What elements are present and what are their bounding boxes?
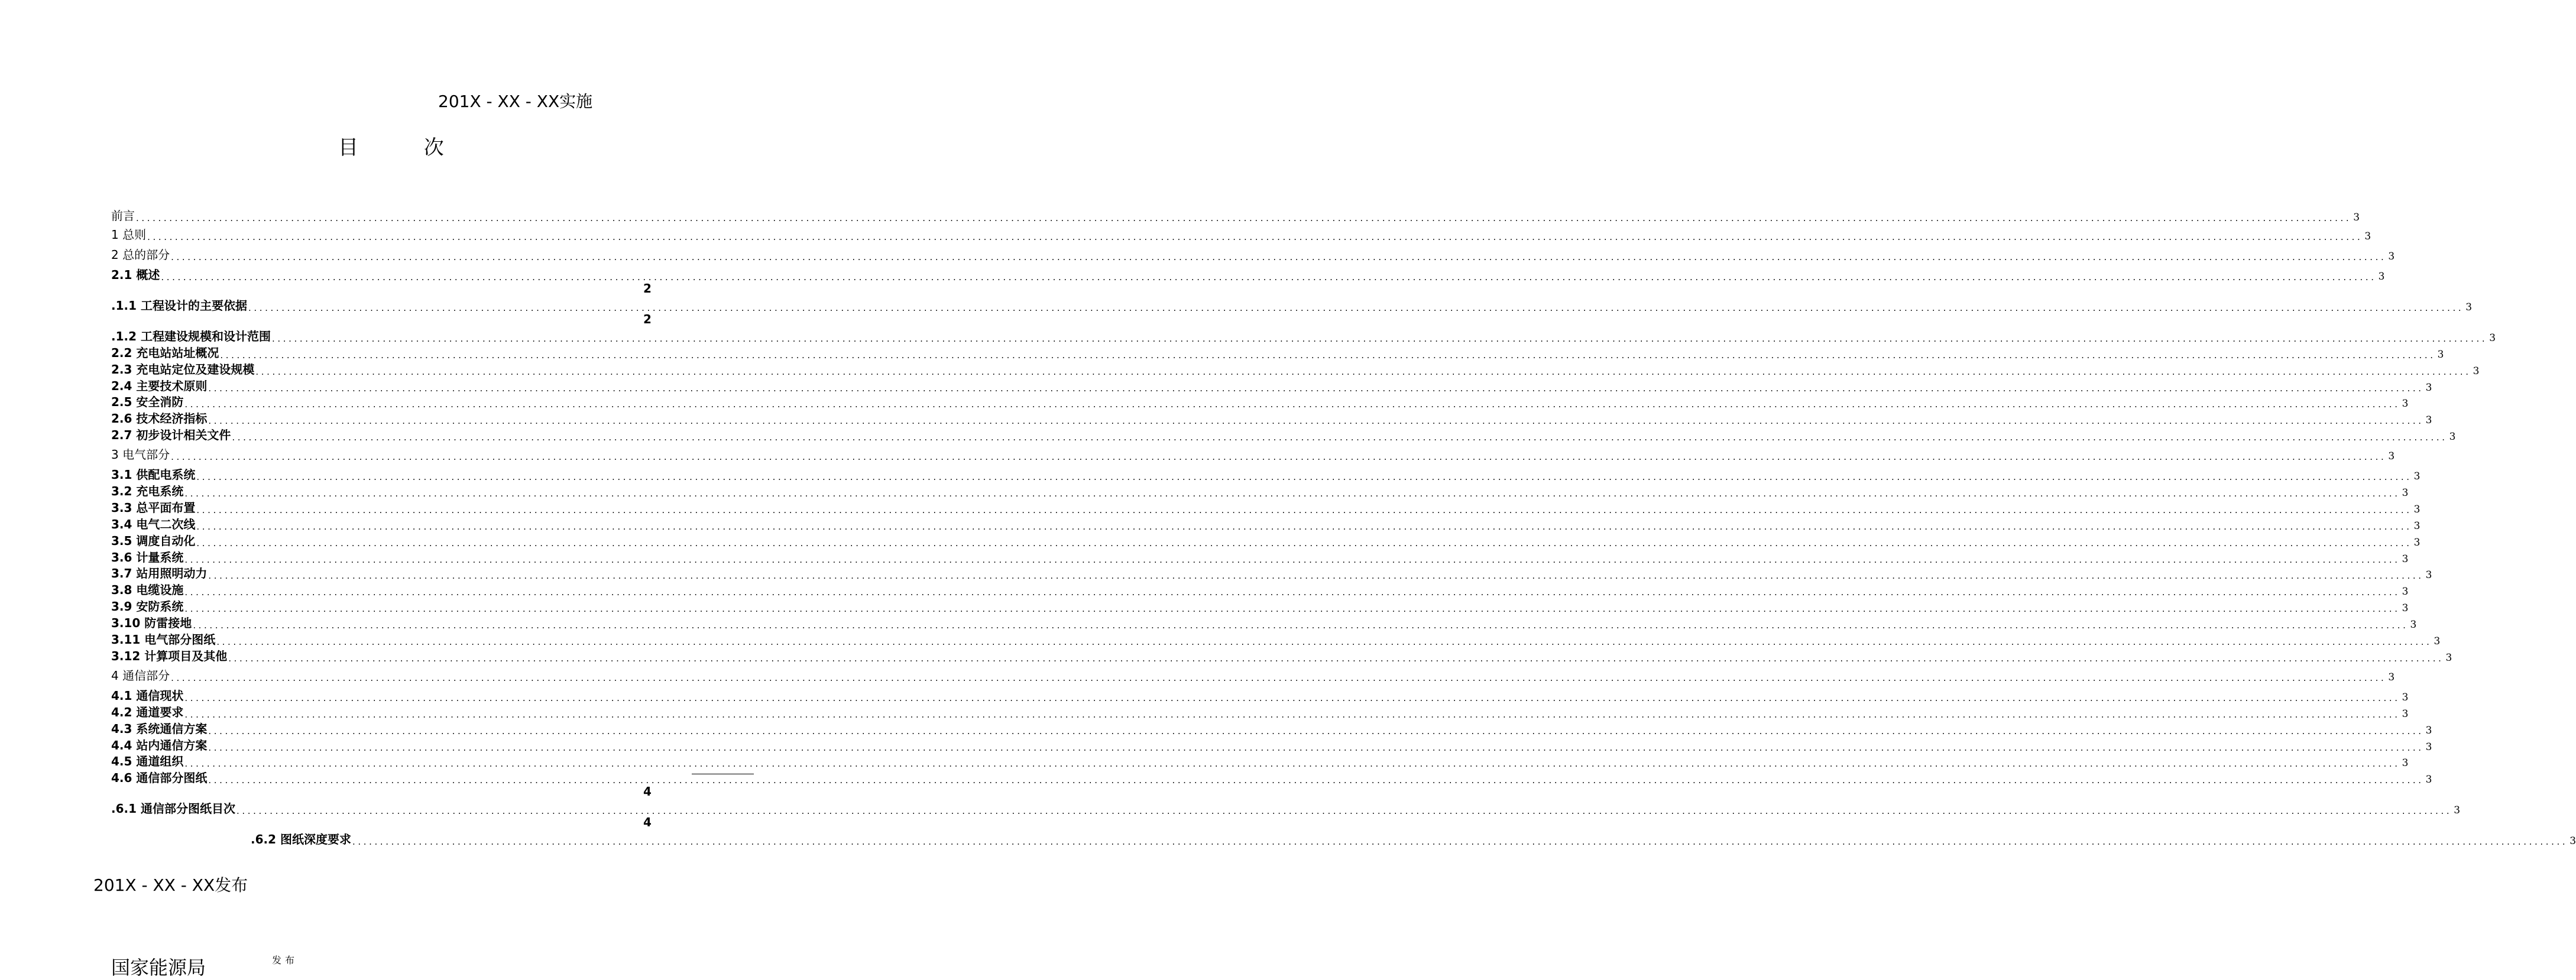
toc-entry-page: 3 — [2410, 619, 2417, 631]
toc-entry-page: 3 — [2413, 537, 2421, 549]
toc-entry[interactable] — [111, 500, 2421, 515]
toc-entry-page: 3 — [2465, 301, 2473, 313]
toc-entry-label: 3.6 计量系统 — [111, 550, 184, 564]
toc-entry[interactable] — [111, 688, 2409, 703]
toc-entry[interactable] — [111, 615, 2417, 631]
toc-entry-page: 3 — [2378, 271, 2385, 283]
toc-leader-dots: ................................................................................................................................................................................................................................................................................................................................................................................................................ — [208, 416, 2424, 426]
publish-date: 201X - XX - XX发布 — [93, 875, 248, 895]
toc-leader-dots: ................................................................................................................................................................................................................................................................................................................................................................................................................ — [184, 758, 2400, 769]
toc-entry-label: 4.1 通信现状 — [111, 689, 184, 703]
toc-leader-dots: ................................................................................................................................................................................................................................................................................................................................................................................................................ — [272, 333, 2488, 344]
toc-entry[interactable] — [111, 483, 2409, 499]
toc-title: 目 次 — [338, 136, 474, 160]
toc-number-prefix: 2 — [643, 281, 652, 296]
toc-entry-label: 2.3 充电站定位及建设规模 — [111, 362, 255, 377]
toc-entry[interactable] — [111, 298, 2473, 313]
toc-entry[interactable] — [111, 599, 2409, 614]
toc-entry-label: 3.5 调度自动化 — [111, 534, 196, 548]
toc-entry[interactable] — [111, 427, 2456, 443]
toc-leader-dots: ................................................................................................................................................................................................................................................................................................................................................................................................................ — [196, 538, 2412, 549]
toc-entry-label: 4.5 通道组织 — [111, 754, 184, 768]
toc-leader-dots: ................................................................................................................................................................................................................................................................................................................................................................................................................ — [184, 709, 2400, 720]
toc-entry-label: 2.2 充电站站址概况 — [111, 346, 219, 360]
toc-entry-page: 3 — [2569, 835, 2576, 847]
implementation-date: 201X - XX - XX实施 — [438, 92, 593, 111]
toc-leader-dots: ................................................................................................................................................................................................................................................................................................................................................................................................................ — [171, 673, 2387, 683]
toc-entry-page: 3 — [2388, 251, 2395, 262]
toc-entry-page: 3 — [2402, 487, 2409, 499]
toc-entry[interactable] — [111, 705, 2409, 720]
toc-entry-page: 3 — [2402, 553, 2409, 565]
toc-entry[interactable] — [111, 738, 2432, 753]
toc-entry-label: 3 电气部分 — [111, 447, 170, 462]
toc-entry[interactable] — [111, 632, 2441, 647]
toc-leader-dots: ................................................................................................................................................................................................................................................................................................................................................................................................................ — [220, 350, 2436, 361]
toc-entry[interactable] — [111, 754, 2409, 769]
toc-entry-label: 3.1 供配电系统 — [111, 468, 196, 482]
toc-leader-dots: ................................................................................................................................................................................................................................................................................................................................................................................................................ — [208, 742, 2424, 753]
toc-entry-label: 1 总则 — [111, 228, 147, 242]
toc-entry-label: 3.2 充电系统 — [111, 484, 184, 498]
toc-entry-label: .6.2 图纸深度要求 — [251, 832, 351, 846]
toc-entry-label: 3.9 安防系统 — [111, 599, 184, 614]
toc-entry-label: 3.3 总平面布置 — [111, 501, 196, 515]
toc-entry[interactable] — [111, 411, 2432, 426]
toc-entry[interactable] — [251, 832, 2576, 847]
toc-leader-dots: ................................................................................................................................................................................................................................................................................................................................................................................................................ — [352, 836, 2568, 847]
toc-entry[interactable] — [111, 770, 2432, 786]
toc-entry-label: 4 通信部分 — [111, 669, 170, 683]
toc-leader-dots: ................................................................................................................................................................................................................................................................................................................................................................................................................ — [216, 637, 2432, 647]
toc-entry-label: 4.3 系统通信方案 — [111, 722, 208, 736]
toc-leader-dots: ................................................................................................................................................................................................................................................................................................................................................................................................................ — [208, 775, 2424, 786]
toc-leader-dots: ................................................................................................................................................................................................................................................................................................................................................................................................................ — [193, 620, 2409, 631]
toc-entry[interactable] — [111, 267, 2385, 283]
toc-leader-dots: ................................................................................................................................................................................................................................................................................................................................................................................................................ — [196, 521, 2412, 532]
toc-leader-dots: ................................................................................................................................................................................................................................................................................................................................................................................................................ — [236, 806, 2452, 816]
toc-entry-page: 3 — [2388, 450, 2395, 462]
toc-entry[interactable] — [111, 582, 2409, 598]
toc-entry[interactable] — [111, 668, 2395, 683]
toc-entry-page: 3 — [2425, 725, 2432, 736]
toc-entry-page: 3 — [2402, 692, 2409, 703]
toc-entry[interactable] — [111, 648, 2452, 664]
toc-entry-page: 3 — [2364, 231, 2371, 242]
toc-entry[interactable] — [111, 227, 2371, 242]
toc-leader-dots: ................................................................................................................................................................................................................................................................................................................................................................................................................ — [171, 252, 2387, 262]
toc-entry-label: 3.10 防雷接地 — [111, 616, 192, 630]
toc-entry[interactable] — [111, 378, 2432, 394]
toc-entry-page: 3 — [2445, 652, 2452, 664]
toc-entry-page: 3 — [2402, 602, 2409, 614]
toc-entry-label: 3.12 计算项目及其他 — [111, 649, 228, 663]
toc-entry-label: 2.5 安全消防 — [111, 395, 184, 409]
toc-entry-label: 4.2 通道要求 — [111, 705, 184, 719]
toc-leader-dots: ................................................................................................................................................................................................................................................................................................................................................................................................................ — [147, 232, 2363, 242]
toc-entry-label: 4.6 通信部分图纸 — [111, 771, 208, 785]
toc-leader-dots: ................................................................................................................................................................................................................................................................................................................................................................................................................ — [184, 554, 2400, 565]
toc-entry[interactable] — [111, 345, 2444, 361]
publish-label: 发布 — [272, 955, 299, 966]
toc-entry-label: 3.11 电气部分图纸 — [111, 632, 216, 647]
toc-entry[interactable] — [111, 247, 2395, 262]
toc-entry-page: 3 — [2413, 470, 2421, 482]
toc-entry[interactable] — [111, 517, 2421, 532]
toc-entry-label: 2.4 主要技术原则 — [111, 379, 208, 393]
toc-leader-dots: ................................................................................................................................................................................................................................................................................................................................................................................................................ — [196, 505, 2412, 515]
toc-entry-page: 3 — [2402, 398, 2409, 410]
toc-entry-label: 2 总的部分 — [111, 248, 170, 262]
toc-entry-page: 3 — [2425, 741, 2432, 753]
toc-leader-dots: ................................................................................................................................................................................................................................................................................................................................................................................................................ — [184, 399, 2400, 410]
toc-entry-page: 3 — [2425, 569, 2432, 581]
toc-entry-label: 3.4 电气二次线 — [111, 517, 196, 531]
toc-entry[interactable] — [111, 362, 2480, 377]
toc-leader-dots: ................................................................................................................................................................................................................................................................................................................................................................................................................ — [171, 452, 2387, 462]
toc-entry[interactable] — [111, 394, 2409, 410]
toc-entry-page: 3 — [2388, 671, 2395, 683]
toc-entry-page: 3 — [2425, 382, 2432, 394]
toc-entry-label: .1.2 工程建设规模和设计范围 — [111, 329, 271, 343]
toc-entry-label: 2.1 概述 — [111, 268, 160, 282]
toc-entry[interactable] — [111, 467, 2421, 482]
toc-entry-page: 3 — [2489, 332, 2496, 344]
toc-entry[interactable] — [111, 721, 2432, 736]
toc-leader-dots: ................................................................................................................................................................................................................................................................................................................................................................................................................ — [184, 587, 2400, 598]
toc-number-prefix: 4 — [643, 815, 652, 829]
toc-entry-label: 前言 — [111, 209, 135, 223]
toc-entry[interactable] — [111, 447, 2395, 462]
toc-entry-label: .1.1 工程设计的主要依据 — [111, 298, 247, 313]
toc-leader-dots: ................................................................................................................................................................................................................................................................................................................................................................................................................ — [208, 570, 2424, 581]
toc-entry-label: 3.8 电缆设施 — [111, 583, 184, 597]
toc-entry-page: 3 — [2454, 804, 2461, 816]
toc-leader-dots: ................................................................................................................................................................................................................................................................................................................................................................................................................ — [228, 653, 2444, 664]
toc-leader-dots: ................................................................................................................................................................................................................................................................................................................................................................................................................ — [196, 472, 2412, 482]
toc-entry[interactable] — [111, 533, 2421, 549]
toc-leader-dots: ................................................................................................................................................................................................................................................................................................................................................................................................................ — [208, 383, 2424, 394]
publisher-name: 国家能源局 — [111, 956, 206, 979]
toc-entry-page: 3 — [2402, 757, 2409, 769]
toc-leader-dots: ................................................................................................................................................................................................................................................................................................................................................................................................................ — [184, 488, 2400, 499]
toc-leader-dots: ................................................................................................................................................................................................................................................................................................................................................................................................................ — [208, 726, 2424, 736]
toc-entry-page: 3 — [2449, 431, 2456, 443]
toc-entry-label: 2.6 技术经济指标 — [111, 411, 208, 426]
toc-leader-dots: ................................................................................................................................................................................................................................................................................................................................................................................................................ — [184, 603, 2400, 614]
toc-leader-dots: ................................................................................................................................................................................................................................................................................................................................................................................................................ — [184, 693, 2400, 703]
toc-leader-dots: ................................................................................................................................................................................................................................................................................................................................................................................................................ — [136, 213, 2352, 223]
toc-entry-page: 3 — [2402, 708, 2409, 720]
toc-entry[interactable] — [111, 566, 2432, 581]
toc-entry-page: 3 — [2434, 635, 2441, 647]
toc-entry-page: 3 — [2473, 365, 2480, 377]
toc-entry-label: 2.7 初步设计相关文件 — [111, 428, 231, 442]
toc-leader-dots: ................................................................................................................................................................................................................................................................................................................................................................................................................ — [255, 366, 2471, 377]
toc-entry-page: 3 — [2413, 520, 2421, 532]
toc-number-prefix: 4 — [643, 784, 652, 799]
toc-entry-page: 3 — [2402, 586, 2409, 598]
toc-entry-page: 3 — [2413, 504, 2421, 515]
toc-entry-page: 3 — [2353, 212, 2360, 223]
toc-leader-dots: ................................................................................................................................................................................................................................................................................................................................................................................................................ — [248, 303, 2464, 313]
toc-entry[interactable] — [111, 801, 2461, 816]
toc-leader-dots: ................................................................................................................................................................................................................................................................................................................................................................................................................ — [161, 272, 2377, 283]
toc-entry-page: 3 — [2437, 349, 2444, 361]
toc-leader-dots: ................................................................................................................................................................................................................................................................................................................................................................................................................ — [232, 432, 2448, 443]
toc-entry-label: .6.1 通信部分图纸目次 — [111, 801, 235, 816]
toc-entry[interactable] — [111, 208, 2360, 223]
toc-entry-label: 3.7 站用照明动力 — [111, 566, 208, 580]
toc-number-prefix: 2 — [643, 312, 652, 326]
toc-entry-page: 3 — [2425, 414, 2432, 426]
toc-entry-label: 4.4 站内通信方案 — [111, 738, 208, 752]
toc-entry-page: 3 — [2425, 774, 2432, 786]
toc-entry[interactable] — [111, 550, 2409, 565]
toc-entry[interactable] — [111, 329, 2496, 344]
